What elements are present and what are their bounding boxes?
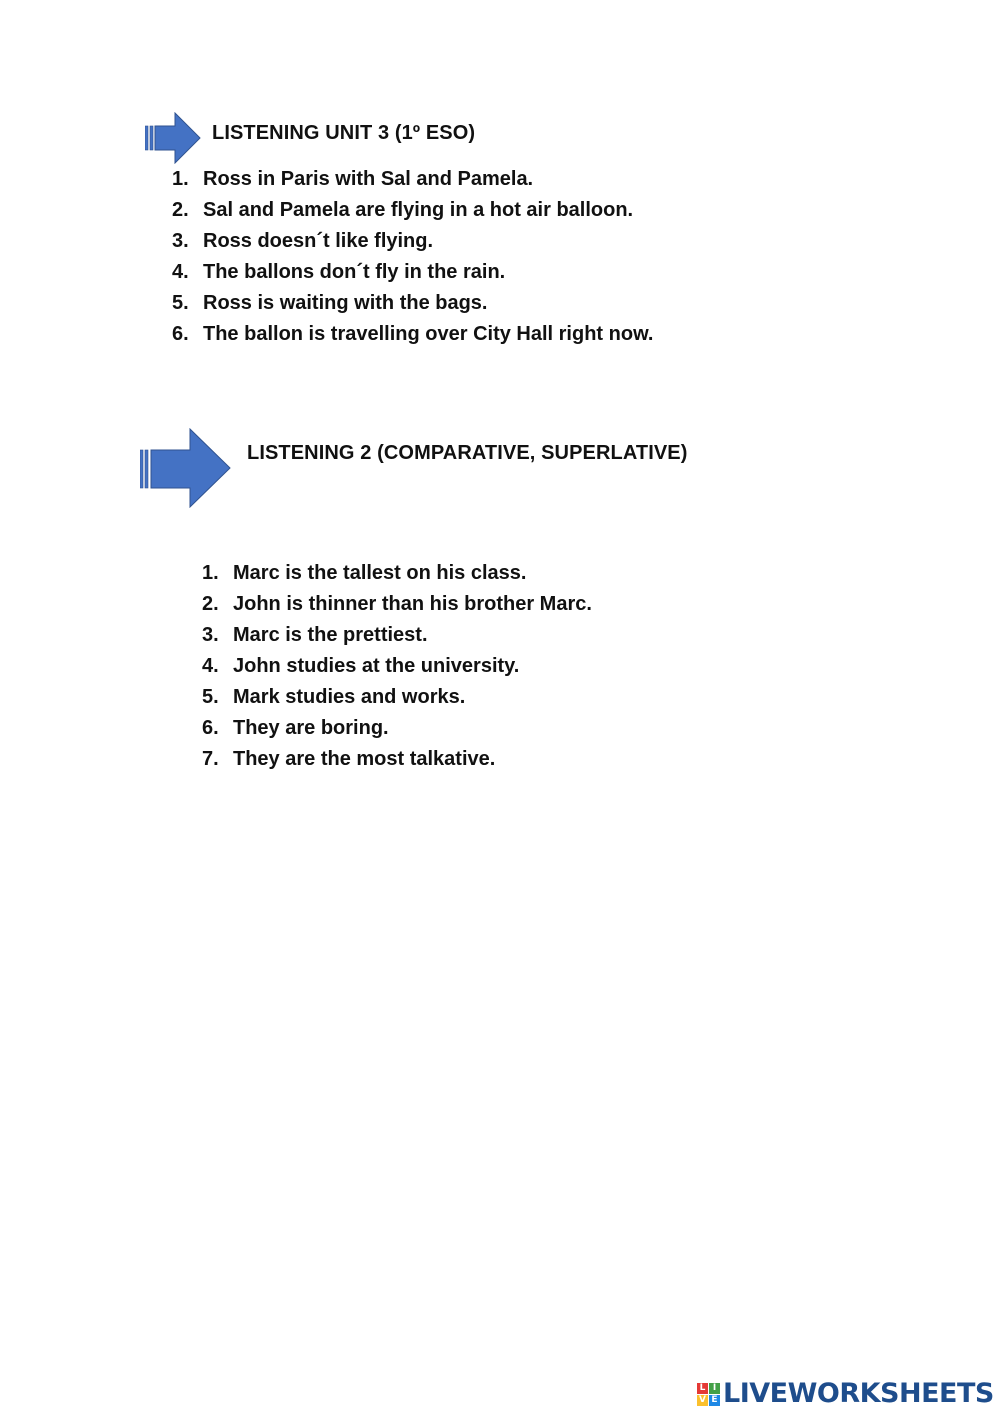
liveworksheets-logo-icon: L I V E — [697, 1383, 720, 1406]
list-item: 3. Marc is the prettiest. — [202, 624, 428, 646]
list-item: 1. Marc is the tallest on his class. — [202, 562, 527, 584]
question-list — [202, 560, 592, 777]
right-arrow-icon — [145, 112, 201, 164]
question-list — [172, 166, 653, 352]
list-item: 2. John is thinner than his brother Marc. — [202, 593, 592, 615]
list-item: 2. Sal and Pamela are flying in a hot air balloon. — [172, 199, 634, 221]
list-item: 6. The ballon is travelling over City Hall right now. — [172, 323, 654, 345]
list-item: 5. Ross is waiting with the bags. — [172, 292, 488, 314]
logo-text: LIVEWORKSHEETS — [723, 1378, 994, 1409]
list-item: 6. They are boring. — [202, 717, 389, 739]
list-item: 4. The ballons don´t fly in the rain. — [172, 261, 506, 283]
list-item: 3. Ross doesn´t like flying. — [172, 230, 434, 252]
list-item: 1. Ross in Paris with Sal and Pamela. — [172, 168, 534, 190]
list-item: 4. John studies at the university. — [202, 655, 520, 677]
section-title: LISTENING UNIT 3 (1º ESO) — [212, 122, 476, 144]
liveworksheets-logo — [697, 1378, 994, 1410]
right-arrow-icon — [140, 428, 232, 508]
list-item: 5. Mark studies and works. — [202, 686, 466, 708]
list-item: 7. They are the most talkative. — [202, 748, 496, 770]
section-title: LISTENING 2 (COMPARATIVE, SUPERLATIVE) — [247, 442, 688, 464]
